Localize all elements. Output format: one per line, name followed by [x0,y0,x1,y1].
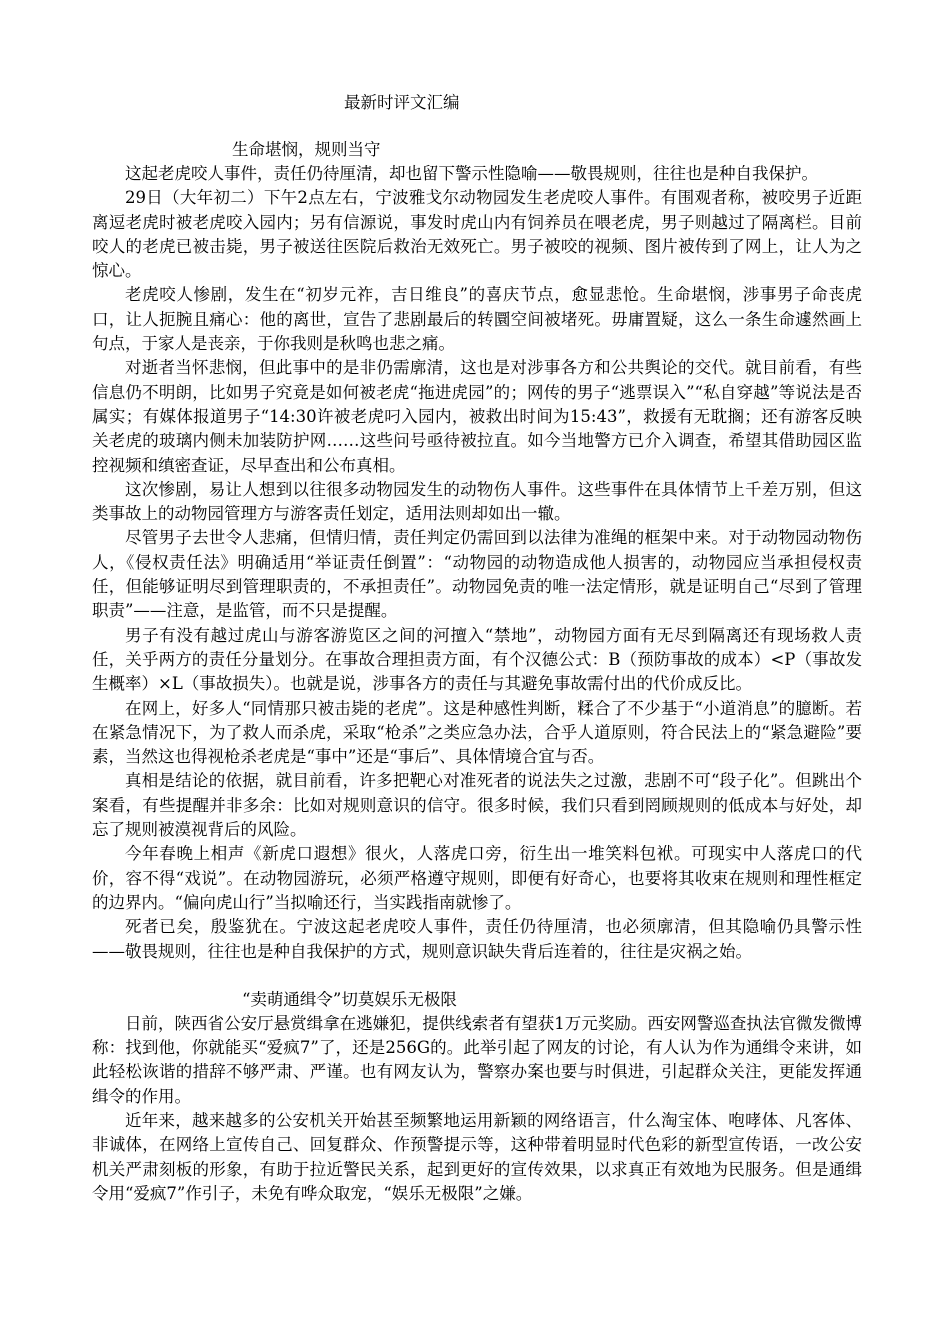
paragraph: 在网上，好多人“同情那只被击毙的老虎”。这是种感性判断，糅合了不少基于“小道消息”的臆断。若在紧急情况下，为了救人而杀虎，采取“枪杀”之类应急办法，合乎人道原则，符合民法上的“紧急避险”要素，当然这也得视枪杀老虎是“事中”还是“事后”、具体情境合宜与否。 [92,698,862,767]
paragraph: 近年来，越来越多的公安机关开始甚至频繁地运用新颖的网络语言，什么淘宝体、咆哮体、凡客体、非诚体，在网络上宣传自己、回复群众、作预警提示等，这种带着明显时代色彩的新型宣传语，一改公安机关严肃刻板的形象，有助于拉近警民关系，起到更好的宣传效果，以求真正有效地为民服务。但是通缉令用“爱疯7”作引子，未免有哗众取宠，“娱乐无极限”之嫌。 [92,1110,862,1203]
paragraph: 29日（大年初二）下午2点左右，宁波雅戈尔动物园发生老虎咬人事件。有围观者称，被咬男子近距离逗老虎时被老虎咬入园内；另有信源说，事发时虎山内有饲养员在喂老虎，男子则越过了隔离栏。目前咬人的老虎已被击毙，男子被送往医院后救治无效死亡。男子被咬的视频、图片被传到了网上，让人为之惊心。 [92,188,862,281]
article-title: “卖萌通缉令”切莫娱乐无极限 [242,989,457,1009]
paragraph: 这起老虎咬人事件，责任仍待厘清，却也留下警示性隐喻——敬畏规则，往往也是种自我保护。 [125,164,818,183]
article-1 [92,138,862,964]
paragraph: 对逝者当怀悲悯，但此事中的是非仍需廓清，这也是对涉事各方和公共舆论的交代。就目前看，有些信息仍不明朗，比如男子究竟是如何被老虎“拖进虎园”的；网传的男子“逃票误入”“私自穿越”等说法是否属实；有媒体报道男子“14:30许被老虎叼入园内，被救出时间为15:43”，救援有无耽搁；还有游客反映关老虎的玻璃内侧未加装防护网……这些问号亟待被拉直。如今当地警方已介入调查，希望其借助园区监控视频和缜密查证，尽早查出和公布真相。 [92,358,862,475]
document-title: 最新时评文汇编 [344,93,460,112]
paragraph: 今年春晚上相声《新虎口遐想》很火，人落虎口旁，衍生出一堆笑料包袱。可现实中人落虎口的代价，容不得“戏说”。在动物园游玩，必须严格遵守规则，即便有好奇心，也要将其收束在规则和理性框定的边界内。“偏向虎山行”当拟喻还行，当实践指南就惨了。 [92,844,862,912]
paragraph: 这次惨剧，易让人想到以往很多动物园发生的动物伤人事件。这些事件在具体情节上千差万别，但这类事故上的动物园管理方与游客责任划定，适用法则却如出一辙。 [92,479,862,524]
document-page [92,88,862,1206]
paragraph: 男子有没有越过虎山与游客游览区之间的河擅入“禁地”，动物园方面有无尽到隔离还有现场救人责任，关乎两方的责任分量划分。在事故合理担责方面，有个汉德公式：B（预防事故的成本）<P（事故发生概率）×L（事故损失）。也就是说，涉事各方的责任与其避免事故需付出的代价成反比。 [92,625,862,694]
paragraph: 死者已矣，殷鉴犹在。宁波这起老虎咬人事件，责任仍待厘清，也必须廓清，但其隐喻仍具警示性——敬畏规则，往往也是种自我保护的方式，规则意识缺失背后连着的，往往是灾祸之始。 [92,917,862,961]
paragraph: 老虎咬人惨剧，发生在“初岁元祚，吉日维良”的喜庆节点，愈显悲怆。生命堪悯，涉事男子命丧虎口，让人扼腕且痛心：他的离世，宣告了悲剧最后的转圜空间被堵死。毋庸置疑，这么一条生命遽然画上句点，于家人是丧亲，于你我则是秋鸣也悲之痛。 [92,285,862,354]
article-2 [92,988,862,1206]
paragraph: 真相是结论的依据，就目前看，许多把靶心对准死者的说法失之过激，悲剧不可“段子化”。但跳出个案看，有些提醒并非多余：比如对规则意识的信守。很多时候，我们只看到罔顾规则的低成本与好处，却忘了规则被漠视背后的风险。 [92,771,862,840]
paragraph: 日前，陕西省公安厅悬赏缉拿在逃嫌犯，提供线索者有望获1万元奖励。西安网警巡查执法官微发微博称：找到他，你就能买“爱疯7”了，还是256G的。此举引起了网友的讨论，有人认为作为通缉令来讲，如此轻松诙谐的措辞不够严肃、严谨。也有网友认为，警察办案也要与时俱进，引起群众关注，更能发挥通缉令的作用。 [92,1013,862,1106]
paragraph: 尽管男子去世令人悲痛，但情归情，责任判定仍需回到以法律为准绳的框架中来。对于动物园动物伤人，《侵权责任法》明确适用“举证责任倒置”：“动物园的动物造成他人损害的，动物园应当承担侵权责任，但能够证明尽到管理职责的，不承担责任”。动物园免责的唯一法定情形，就是证明自己“尽到了管理职责”——注意，是监管，而不只是提醒。 [92,528,862,621]
article-title: 生命堪悯，规则当守 [232,140,381,159]
